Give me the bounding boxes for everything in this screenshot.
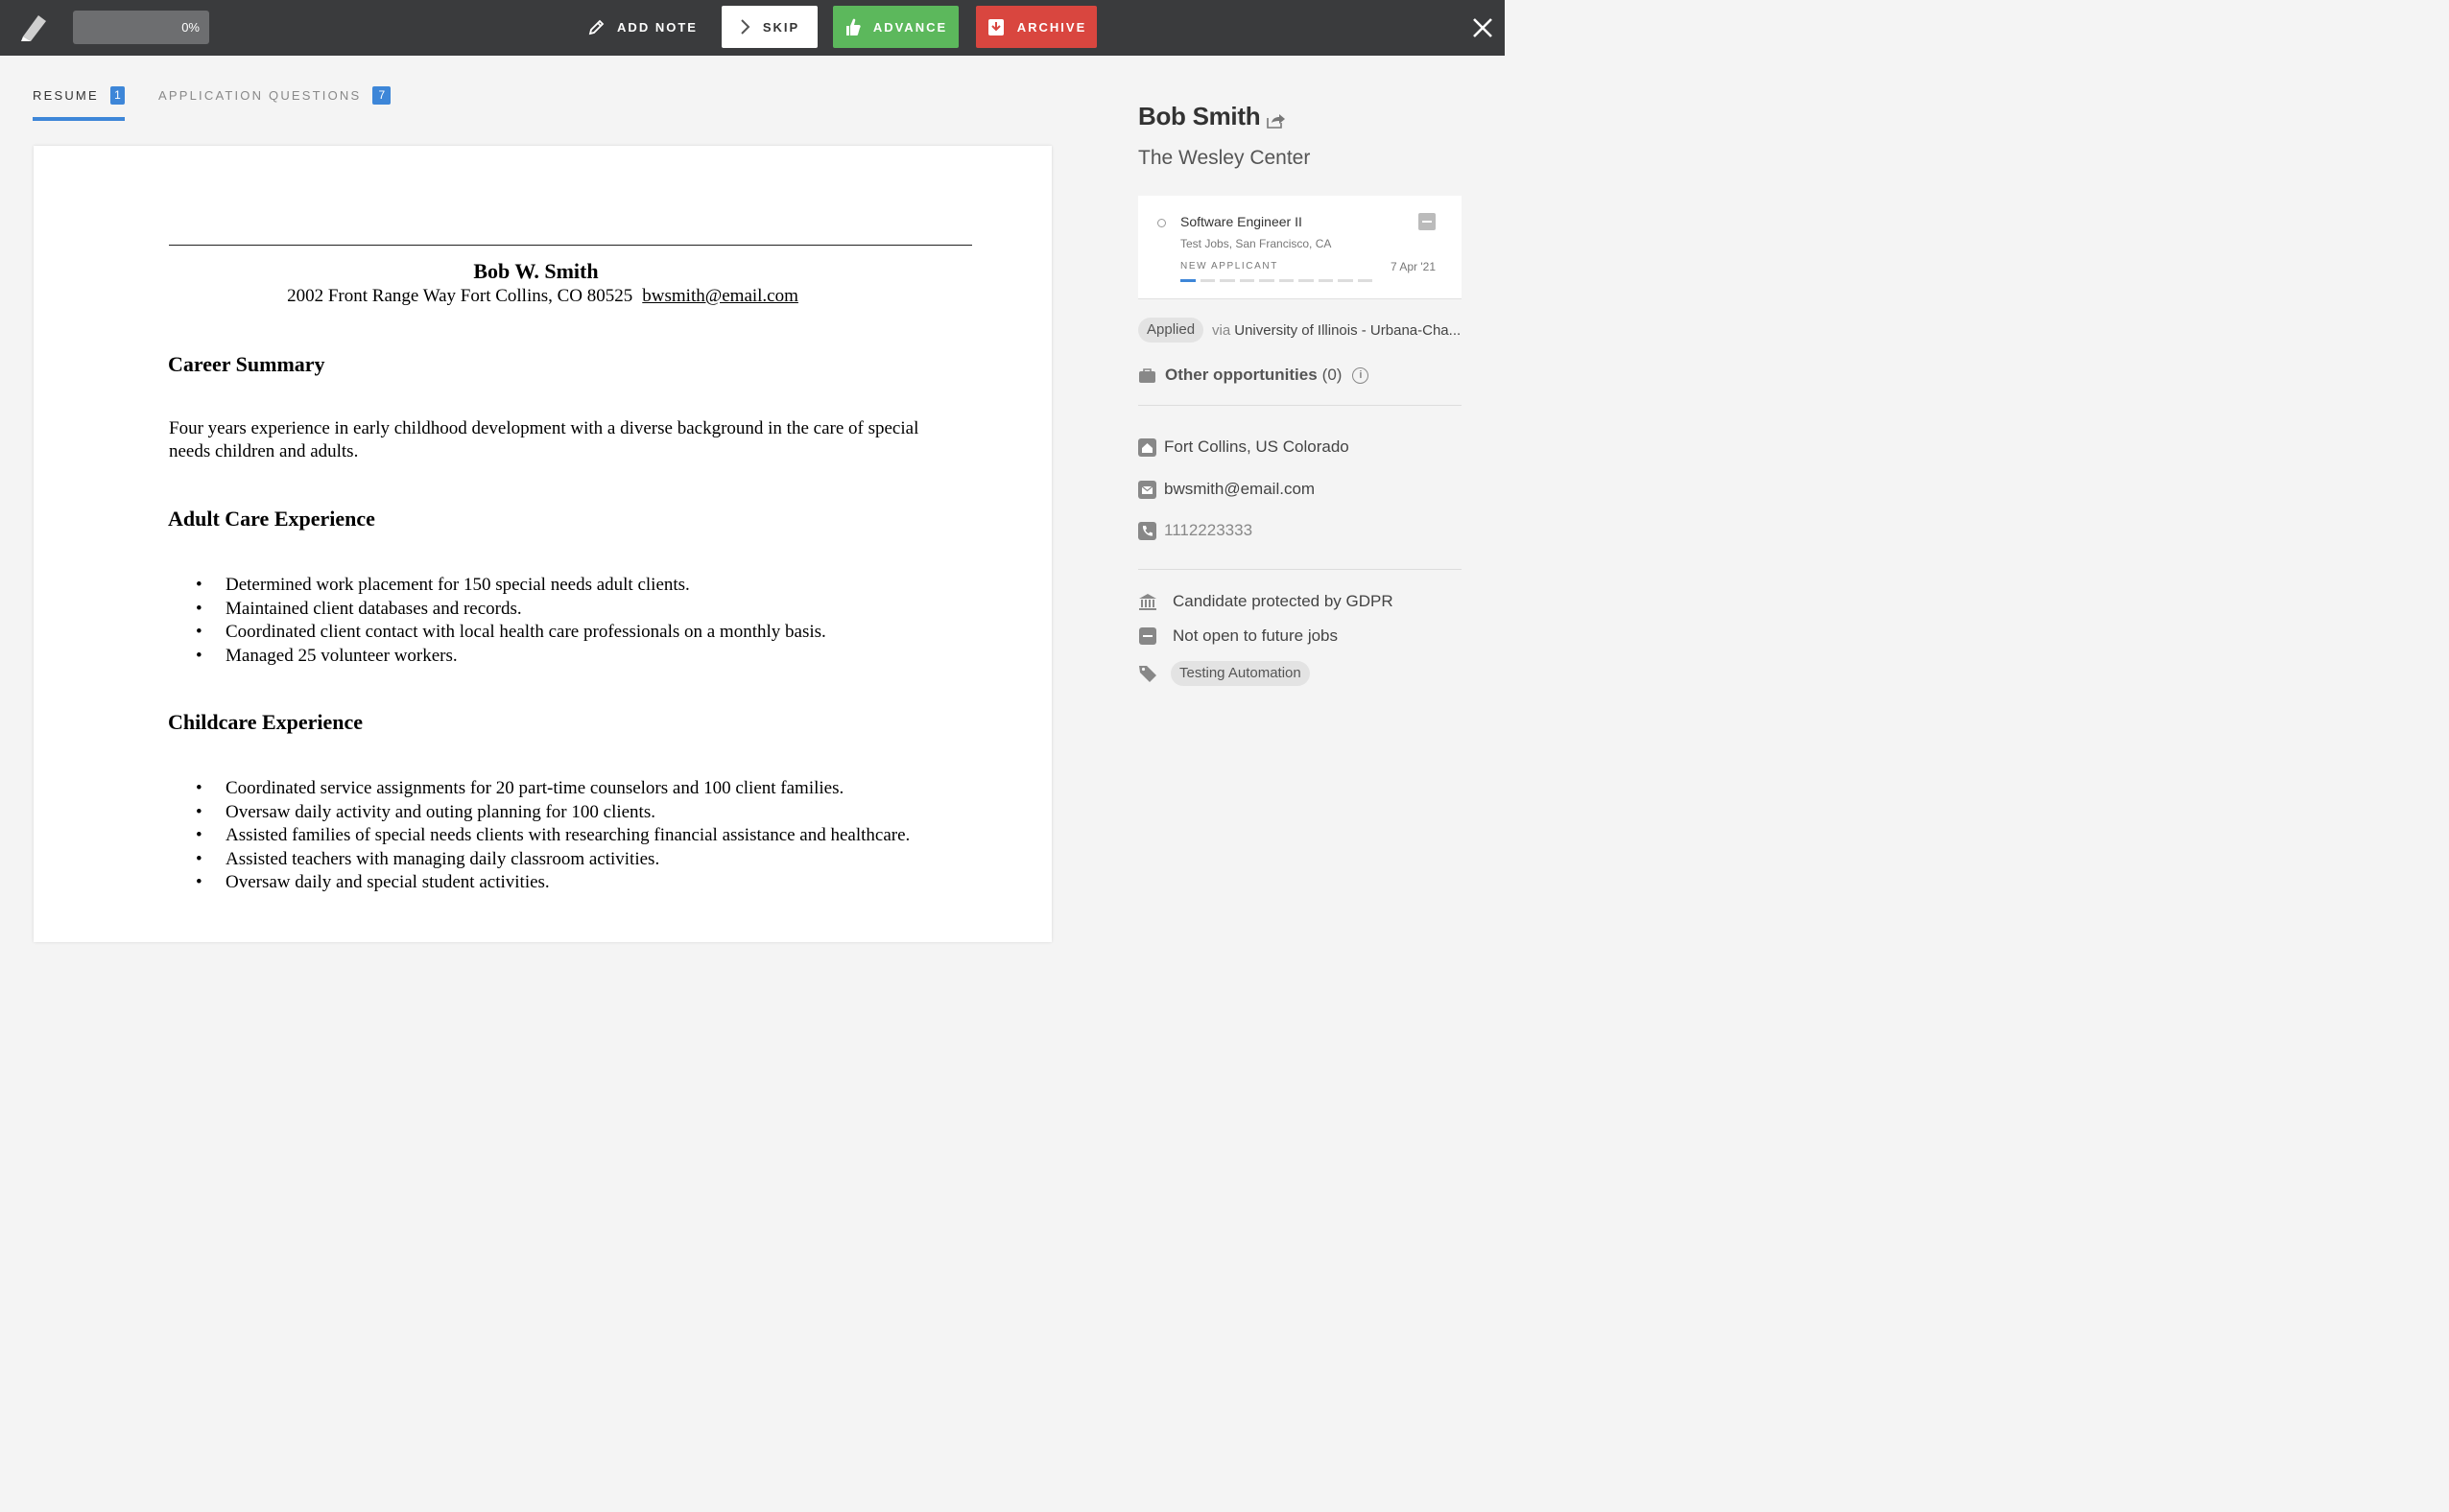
share-icon[interactable] (1267, 112, 1286, 129)
tag-pill[interactable]: Testing Automation (1171, 661, 1310, 686)
stage-segment (1319, 279, 1334, 282)
career-summary-text: Four years experience in early childhood development with a diverse background in the care of special needs children and adults. (169, 418, 919, 461)
section-heading-childcare: Childcare Experience (168, 710, 364, 734)
info-icon[interactable]: i (1352, 367, 1368, 384)
briefcase-icon (1138, 367, 1156, 384)
chevron-right-icon (740, 18, 751, 35)
stage-segment (1240, 279, 1255, 282)
candidate-panel (1087, 56, 1505, 929)
location-text: Fort Collins, US Colorado (1164, 437, 1349, 456)
pencil-logo-icon (19, 12, 50, 42)
archive-box-icon (987, 17, 1006, 36)
list-item: • Determined work placement for 150 special needs adult clients. (226, 574, 916, 598)
status-dot-icon (1157, 219, 1166, 227)
skip-label: SKIP (762, 19, 800, 35)
phone-icon (1138, 522, 1156, 540)
source-via: via (1212, 321, 1231, 339)
job-application-card[interactable] (1138, 196, 1462, 299)
job-date: 7 Apr '21 (1391, 260, 1436, 273)
advance-button[interactable] (833, 6, 959, 48)
other-opportunities[interactable] (1138, 366, 1368, 385)
list-item: • Assisted families of special needs clients with researching financial assistance and healthcare. (226, 824, 916, 848)
candidate-company: The Wesley Center (1138, 147, 1311, 169)
stage-segment (1259, 279, 1274, 282)
candidate-name: Bob Smith (1138, 102, 1261, 130)
job-location: Test Jobs, San Francisco, CA (1180, 237, 1332, 250)
stage-segment (1358, 279, 1373, 282)
future-jobs-status (1138, 626, 1338, 646)
envelope-icon (1138, 481, 1156, 499)
add-note-label: ADD NOTE (617, 19, 698, 35)
applied-badge: Applied (1138, 318, 1203, 343)
list-item: • Managed 25 volunteer workers. (226, 645, 916, 669)
skip-button[interactable] (722, 6, 818, 48)
other-opportunities-label: Other opportunities (1165, 366, 1318, 384)
email-text: bwsmith@email.com (1164, 480, 1316, 498)
resume-email-link[interactable]: bwsmith@email.com (642, 286, 798, 306)
archive-button[interactable] (976, 6, 1097, 48)
home-icon (1138, 438, 1156, 457)
section-heading-career-summary: Career Summary (168, 352, 325, 376)
top-toolbar (0, 0, 1505, 56)
progress-percent: 0% (181, 20, 200, 35)
application-source (1138, 318, 1461, 343)
candidate-tags (1138, 661, 1310, 686)
candidate-phone[interactable] (1138, 521, 1252, 540)
bank-icon (1138, 592, 1157, 611)
list-item: • Oversaw daily activity and outing planning for 100 clients. (226, 801, 916, 825)
source-name: University of Illinois - Urbana-Cha... (1234, 321, 1462, 339)
resume-contact (34, 286, 1052, 307)
stage-segment (1338, 279, 1353, 282)
gdpr-status (1138, 592, 1393, 611)
pencil-icon (588, 18, 606, 35)
close-icon[interactable] (1470, 15, 1495, 40)
phone-text: 1112223333 (1164, 521, 1253, 539)
pipeline-stage-indicator (1180, 279, 1372, 282)
list-item: • Maintained client databases and records. (226, 598, 916, 622)
stage-segment (1279, 279, 1295, 282)
stage-segment (1201, 279, 1216, 282)
future-jobs-text: Not open to future jobs (1173, 626, 1339, 645)
tab-resume[interactable] (33, 83, 125, 121)
list-item: • Assisted teachers with managing daily classroom activities. (226, 848, 916, 872)
archive-label: ARCHIVE (1016, 19, 1087, 35)
thumbs-up-icon (844, 17, 862, 36)
childcare-list (226, 777, 916, 895)
tab-resume-label: RESUME (33, 88, 99, 103)
stage-segment (1298, 279, 1314, 282)
list-item: • Coordinated client contact with local health care professionals on a monthly basis. (226, 621, 916, 645)
candidate-email[interactable] (1138, 480, 1315, 499)
resume-address: 2002 Front Range Way Fort Collins, CO 80525 (287, 286, 633, 306)
divider (1138, 569, 1462, 570)
tab-application-questions[interactable] (158, 83, 391, 121)
tab-questions-label: APPLICATION QUESTIONS (158, 88, 362, 103)
divider (1138, 405, 1462, 406)
minus-box-icon (1138, 626, 1157, 646)
list-item: • Oversaw daily and special student activities. (226, 871, 916, 895)
collapse-icon[interactable] (1418, 213, 1436, 230)
candidate-location (1138, 437, 1349, 457)
tab-questions-count: 7 (372, 86, 391, 105)
list-item: • Coordinated service assignments for 20 part-time counselors and 100 client families. (226, 777, 916, 801)
tab-resume-count: 1 (110, 86, 125, 105)
header-rule (169, 245, 972, 246)
job-title: Software Engineer II (1180, 214, 1302, 229)
add-note-button[interactable] (582, 6, 704, 48)
advance-label: ADVANCE (872, 19, 948, 35)
stage-segment (1220, 279, 1235, 282)
job-stage: NEW APPLICANT (1180, 261, 1278, 272)
stage-segment (1180, 279, 1196, 282)
review-progress-bar (73, 11, 209, 44)
other-opportunities-count: (0) (1321, 366, 1343, 384)
gdpr-text: Candidate protected by GDPR (1173, 592, 1393, 610)
adult-care-list (226, 574, 916, 668)
resume-name: Bob W. Smith (473, 259, 599, 283)
section-heading-adult-care: Adult Care Experience (168, 507, 375, 531)
resume-document (34, 146, 1052, 942)
tag-icon (1138, 664, 1157, 683)
